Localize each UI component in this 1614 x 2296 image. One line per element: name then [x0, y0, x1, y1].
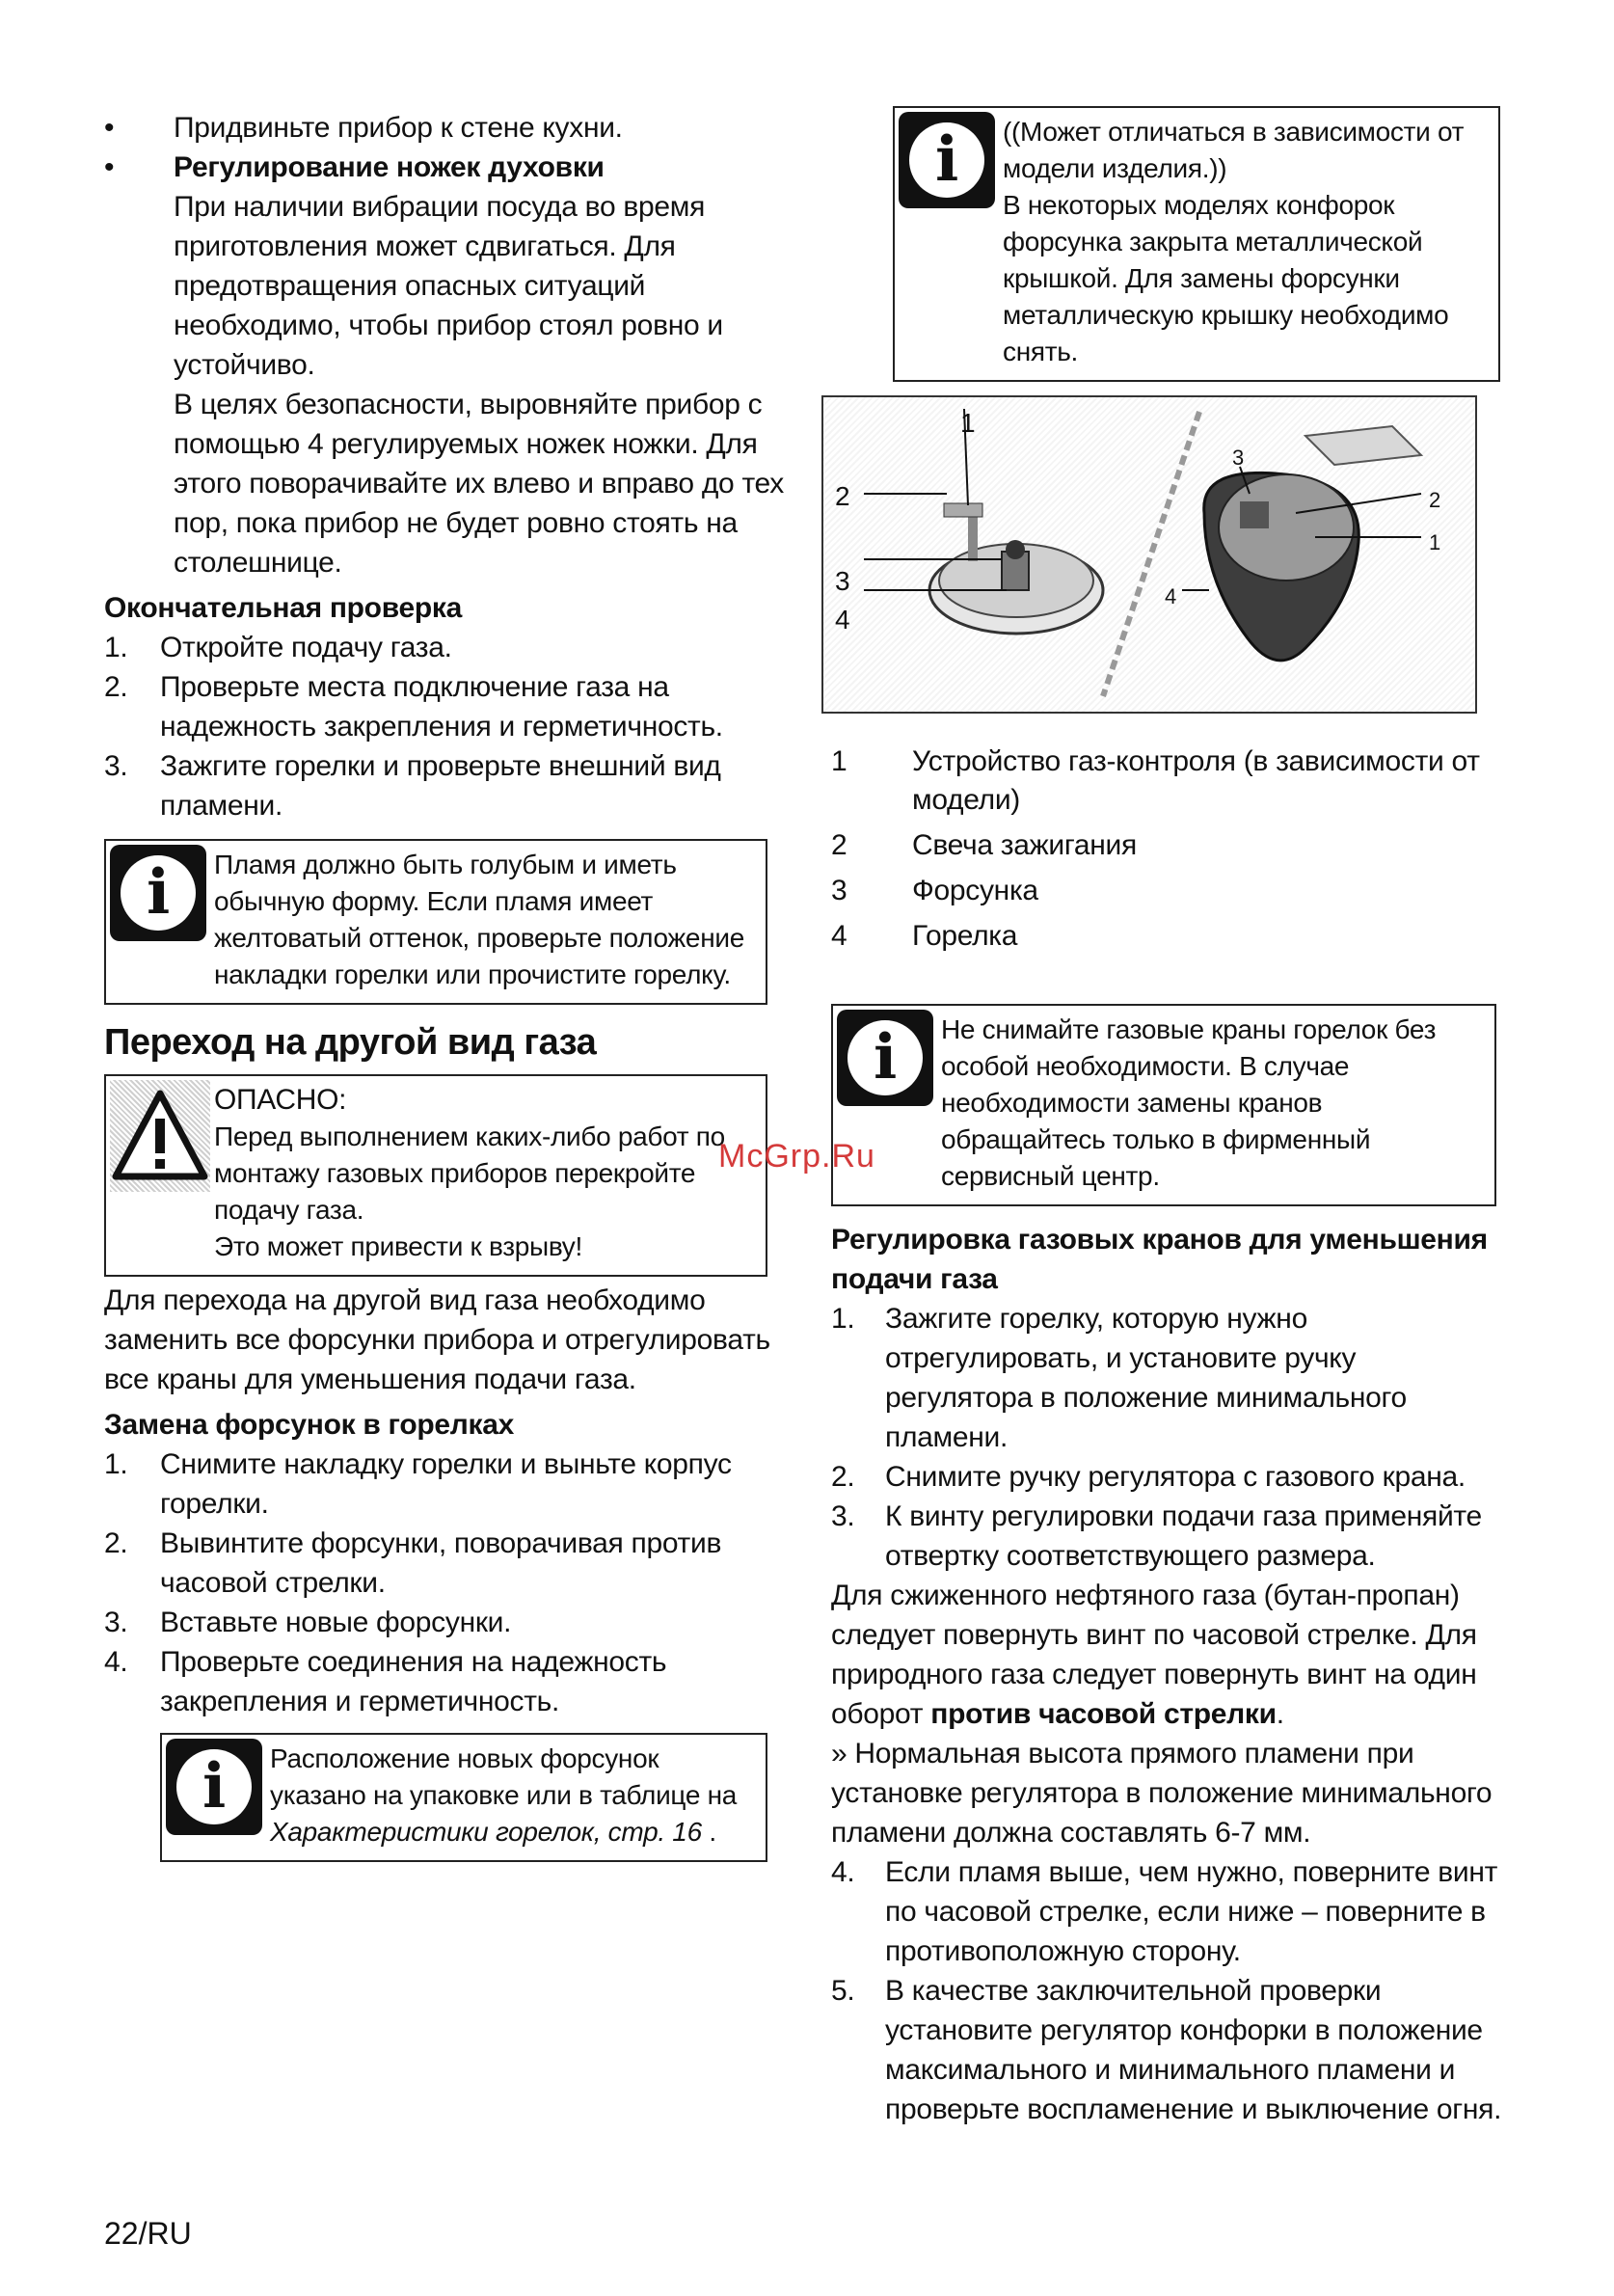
label-right-4: 4: [1165, 584, 1176, 608]
list-item: 1. Зажгите горелку, которую нужно отрегулировать, и установите ручку регулятора в положение минимального пламени.: [831, 1303, 1407, 1453]
bullet-list: [104, 108, 789, 582]
final-check-title: Окончательная проверка: [104, 592, 462, 624]
label-left-3: 3: [835, 566, 850, 596]
leveling-paragraph-2: В целях безопасности, выровняйте прибор с помощью 4 регулируемых ножек ножки. Для этого поворачивайте их влево и вправо до тех пор, пока прибор не будет ровно стоять на столешнице.: [174, 389, 784, 579]
list-item: 2. Вывинтите форсунки, поворачивая против часовой стрелки.: [104, 1527, 722, 1599]
list-item: 4. Если пламя выше, чем нужно, поверните винт по часовой стрелке, если ниже – поверните в противоположную сторону.: [831, 1856, 1498, 1967]
legend-item: 4 Горелка: [831, 920, 1018, 952]
legend-item: 1 Устройство газ-контроля (в зависимости от модели): [831, 745, 1480, 816]
burner-table-reference: Характеристики горелок, стр. 16: [270, 1817, 702, 1847]
bullet-item: • Придвиньте прибор к стене кухни.: [104, 108, 789, 148]
watermark: McGrp.Ru: [718, 1138, 875, 1175]
label-right-1: 1: [1429, 530, 1440, 554]
info-box-model: i ((Может отличаться в зависимости от модели изделия.)) В некоторых моделях конфорок форсунка закрыта металлической крышкой. Для замены форсунки металлическую крышку необходимо снять.: [893, 106, 1500, 382]
label-left-2: 2: [835, 481, 850, 511]
lpg-paragraph: Для сжиженного нефтяного газа (бутан-пропан) следует повернуть винт по часовой стрелке. Для природного газа следует повернуть винт на один оборот против часовой стрелки.: [831, 1580, 1477, 1730]
final-check-list: [104, 628, 789, 825]
list-item: 3. К винту регулировки подачи газа применяйте отвертку соответствующего размера.: [831, 1500, 1482, 1572]
danger-box: [104, 1074, 767, 1277]
leveling-title: • Регулирование ножек духовки: [174, 151, 605, 183]
diagram-legend: [831, 743, 1506, 956]
right-column: [831, 108, 1506, 2129]
danger-title: ОПАСНО:: [214, 1084, 347, 1116]
taps-list: [831, 1299, 1506, 1576]
warning-icon: [110, 1080, 210, 1192]
taps-title: Регулировка газовых кранов для уменьшения подачи газа: [831, 1224, 1488, 1295]
nozzle-list: [104, 1445, 789, 1721]
list-item: 5. В качестве заключительной проверки установите регулятор конфорки в положение максимального и минимального пламени и проверьте воспламенение и выключение огня.: [831, 1975, 1502, 2125]
list-item: 1. Снимите накладку горелки и выньте корпус горелки.: [104, 1448, 732, 1520]
info-box-taps: i Не снимайте газовые краны горелок без особой необходимости. В случае необходимости замены кранов обращайтесь только в фирменный сервисный центр.: [831, 1004, 1496, 1206]
info-box-nozzle: i Расположение новых форсунок указано на упаковке или в таблице на Характеристики горелок, стр. 16 .: [160, 1733, 767, 1862]
label-right-3: 3: [1232, 446, 1244, 470]
danger-text-2: Это может привести к взрыву!: [214, 1231, 582, 1261]
info-icon: i: [899, 112, 995, 208]
list-item: 1. Откройте подачу газа.: [104, 632, 452, 663]
bullet-item: [104, 148, 789, 582]
taps-list-continued: [831, 1852, 1506, 2129]
info-icon: i: [110, 845, 206, 941]
list-item: 3. Вставьте новые форсунки.: [104, 1607, 512, 1638]
leveling-paragraph-1: При наличии вибрации посуда во время приготовления может сдвигаться. Для предотвращения опасных ситуаций необходимо, чтобы прибор стоял ровно и устойчиво.: [174, 191, 723, 381]
list-item: 4. Проверьте соединения на надежность закрепления и герметичность.: [104, 1646, 667, 1717]
list-item: 2. Проверьте места подключение газа на надежность закрепления и герметичность.: [104, 671, 723, 743]
legend-item: 2 Свеча зажигания: [831, 829, 1137, 861]
section-title: Переход на другой вид газа: [104, 1022, 597, 1063]
list-item: 2. Снимите ручку регулятора с газового крана.: [831, 1461, 1466, 1493]
nozzle-title: Замена форсунок в горелках: [104, 1409, 515, 1441]
left-column: [104, 108, 789, 1862]
label-right-2: 2: [1429, 488, 1440, 512]
label-left-1: 1: [960, 408, 976, 438]
page-number: 22/RU: [104, 2216, 192, 2251]
flame-height-note: » Нормальная высота прямого пламени при установке регулятора в положение минимального пламени должна составлять 6-7 мм.: [831, 1738, 1493, 1849]
info-icon: i: [837, 1010, 933, 1106]
legend-item: 3 Форсунка: [831, 875, 1038, 906]
conversion-paragraph: Для перехода на другой вид газа необходимо заменить все форсунки прибора и отрегулировать все краны для уменьшения подачи газа.: [104, 1284, 770, 1395]
burner-illustration: [823, 397, 1475, 712]
label-left-4: 4: [835, 605, 850, 635]
burner-diagram: [821, 395, 1477, 714]
danger-text: Перед выполнением каких-либо работ по монтажу газовых приборов перекройте подачу газа.: [214, 1121, 725, 1225]
info-box-flame: i Пламя должно быть голубым и иметь обычную форму. Если пламя имеет желтоватый оттенок, проверьте положение накладки горелки или прочистите горелку.: [104, 839, 767, 1005]
info-icon: i: [166, 1739, 262, 1835]
list-item: 3. Зажгите горелки и проверьте внешний вид пламени.: [104, 750, 721, 822]
